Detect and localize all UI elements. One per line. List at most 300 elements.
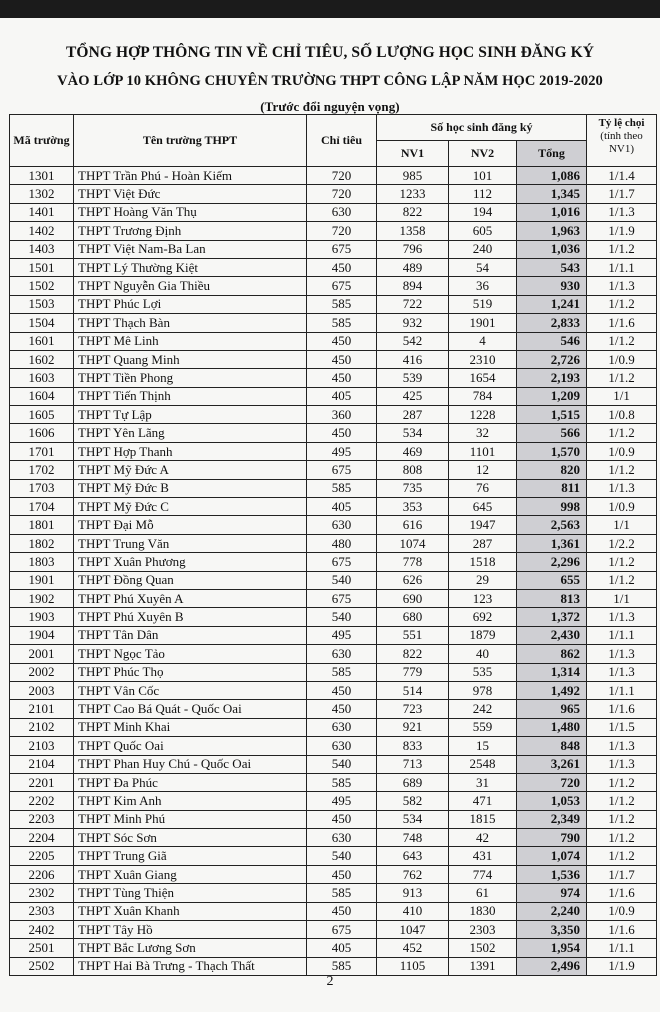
cell-nv1: 689: [377, 773, 449, 791]
cell-quota: 675: [307, 277, 377, 295]
cell-school-name: THPT Mỹ Đức C: [74, 498, 307, 516]
cell-ratio: 1/1.1: [587, 939, 657, 957]
cell-nv2: 1228: [449, 406, 517, 424]
top-dark-bar: [0, 0, 660, 18]
cell-school-name: THPT Quốc Oai: [74, 737, 307, 755]
cell-code: 1606: [10, 424, 74, 442]
cell-ratio: 1/1.6: [587, 700, 657, 718]
table-row: [10, 516, 657, 534]
cell-ratio: 1/1.3: [587, 203, 657, 221]
cell-total: 1,036: [517, 240, 587, 258]
cell-ratio: 1/1.2: [587, 553, 657, 571]
cell-school-name: THPT Trung Văn: [74, 534, 307, 552]
cell-ratio: 1/1.6: [587, 921, 657, 939]
cell-code: 1901: [10, 571, 74, 589]
table-row: [10, 222, 657, 240]
cell-nv2: 692: [449, 608, 517, 626]
cell-code: 2203: [10, 810, 74, 828]
cell-ratio: 1/1.2: [587, 571, 657, 589]
cell-code: 1702: [10, 461, 74, 479]
cell-ratio: 1/1.2: [587, 773, 657, 791]
cell-code: 2303: [10, 902, 74, 920]
cell-school-name: THPT Lý Thường Kiệt: [74, 258, 307, 276]
cell-ratio: 1/1.2: [587, 369, 657, 387]
cell-total: 2,430: [517, 626, 587, 644]
page-number: 2: [326, 974, 334, 989]
cell-nv1: 534: [377, 424, 449, 442]
cell-school-name: THPT Nguyễn Gia Thiều: [74, 277, 307, 295]
cell-ratio: 1/1.3: [587, 755, 657, 773]
cell-ratio: 1/1.3: [587, 608, 657, 626]
cell-code: 2205: [10, 847, 74, 865]
cell-nv1: 822: [377, 203, 449, 221]
cell-ratio: 1/1.2: [587, 295, 657, 313]
cell-total: 813: [517, 589, 587, 607]
table-row: [10, 681, 657, 699]
cell-ratio: 1/0.9: [587, 498, 657, 516]
cell-quota: 360: [307, 406, 377, 424]
cell-ratio: 1/1.2: [587, 810, 657, 828]
cell-nv1: 735: [377, 479, 449, 497]
table-row: [10, 498, 657, 516]
header-name: Tên trường THPT: [74, 115, 307, 167]
cell-total: 720: [517, 773, 587, 791]
cell-nv1: 722: [377, 295, 449, 313]
cell-code: 1801: [10, 516, 74, 534]
cell-quota: 630: [307, 203, 377, 221]
cell-nv1: 779: [377, 663, 449, 681]
cell-nv2: 774: [449, 865, 517, 883]
cell-nv1: 626: [377, 571, 449, 589]
cell-nv2: 1879: [449, 626, 517, 644]
cell-nv2: 2310: [449, 350, 517, 368]
cell-quota: 585: [307, 479, 377, 497]
cell-code: 2502: [10, 957, 74, 975]
cell-quota: 630: [307, 737, 377, 755]
cell-nv1: 551: [377, 626, 449, 644]
cell-school-name: THPT Trung Giã: [74, 847, 307, 865]
cell-code: 2003: [10, 681, 74, 699]
cell-quota: 630: [307, 829, 377, 847]
cell-total: 998: [517, 498, 587, 516]
cell-total: 1,372: [517, 608, 587, 626]
cell-ratio: 1/0.9: [587, 902, 657, 920]
cell-nv2: 54: [449, 258, 517, 276]
header-ratio: [587, 115, 657, 167]
cell-school-name: THPT Hợp Thanh: [74, 442, 307, 460]
cell-code: 1603: [10, 369, 74, 387]
table-row: [10, 350, 657, 368]
header-nv2: NV2: [449, 141, 517, 167]
cell-quota: 585: [307, 957, 377, 975]
cell-ratio: 1/1: [587, 387, 657, 405]
cell-nv2: 1815: [449, 810, 517, 828]
cell-nv2: 1101: [449, 442, 517, 460]
cell-nv1: 514: [377, 681, 449, 699]
cell-nv1: 808: [377, 461, 449, 479]
cell-school-name: THPT Đồng Quan: [74, 571, 307, 589]
cell-total: 1,053: [517, 792, 587, 810]
registration-table: [9, 114, 657, 976]
cell-code: 1803: [10, 553, 74, 571]
cell-code: 1902: [10, 589, 74, 607]
cell-school-name: THPT Hai Bà Trưng - Thạch Thất: [74, 957, 307, 975]
cell-total: 1,361: [517, 534, 587, 552]
cell-quota: 675: [307, 589, 377, 607]
cell-total: 974: [517, 884, 587, 902]
cell-total: 546: [517, 332, 587, 350]
cell-total: 3,261: [517, 755, 587, 773]
header-quota: Chỉ tiêu: [307, 115, 377, 167]
cell-nv1: 353: [377, 498, 449, 516]
cell-nv2: 31: [449, 773, 517, 791]
cell-ratio: 1/1.3: [587, 645, 657, 663]
table-row: [10, 424, 657, 442]
cell-code: 1302: [10, 185, 74, 203]
cell-ratio: 1/1.3: [587, 663, 657, 681]
table-row: [10, 314, 657, 332]
cell-quota: 540: [307, 571, 377, 589]
cell-nv1: 680: [377, 608, 449, 626]
cell-school-name: THPT Mỹ Đức A: [74, 461, 307, 479]
cell-quota: 585: [307, 773, 377, 791]
cell-nv2: 61: [449, 884, 517, 902]
cell-school-name: THPT Minh Phú: [74, 810, 307, 828]
cell-school-name: THPT Xuân Giang: [74, 865, 307, 883]
cell-nv1: 723: [377, 700, 449, 718]
cell-nv1: 713: [377, 755, 449, 773]
cell-nv1: 913: [377, 884, 449, 902]
cell-total: 1,492: [517, 681, 587, 699]
cell-code: 1504: [10, 314, 74, 332]
cell-total: 2,193: [517, 369, 587, 387]
cell-nv1: 489: [377, 258, 449, 276]
cell-ratio: 1/1.7: [587, 185, 657, 203]
table-row: [10, 792, 657, 810]
table-row: [10, 626, 657, 644]
cell-quota: 720: [307, 167, 377, 185]
cell-total: 820: [517, 461, 587, 479]
cell-nv2: 15: [449, 737, 517, 755]
title-line-3: (Trước đổi nguyện vọng): [260, 99, 400, 114]
cell-quota: 585: [307, 884, 377, 902]
cell-nv2: 287: [449, 534, 517, 552]
cell-code: 1401: [10, 203, 74, 221]
cell-school-name: THPT Kim Anh: [74, 792, 307, 810]
cell-school-name: THPT Xuân Phương: [74, 553, 307, 571]
cell-nv1: 932: [377, 314, 449, 332]
cell-nv1: 894: [377, 277, 449, 295]
cell-total: 1,536: [517, 865, 587, 883]
table-row: [10, 258, 657, 276]
cell-total: 2,563: [517, 516, 587, 534]
cell-school-name: THPT Tiến Thịnh: [74, 387, 307, 405]
cell-total: 1,570: [517, 442, 587, 460]
cell-school-name: THPT Việt Đức: [74, 185, 307, 203]
cell-ratio: 1/1: [587, 589, 657, 607]
cell-ratio: 1/1.2: [587, 240, 657, 258]
cell-nv1: 539: [377, 369, 449, 387]
cell-code: 1502: [10, 277, 74, 295]
cell-ratio: 1/2.2: [587, 534, 657, 552]
cell-quota: 720: [307, 185, 377, 203]
cell-total: 1,241: [517, 295, 587, 313]
cell-nv2: 978: [449, 681, 517, 699]
cell-quota: 495: [307, 626, 377, 644]
cell-code: 2103: [10, 737, 74, 755]
cell-nv2: 240: [449, 240, 517, 258]
cell-total: 1,074: [517, 847, 587, 865]
cell-nv2: 1502: [449, 939, 517, 957]
cell-nv1: 778: [377, 553, 449, 571]
table-row: [10, 810, 657, 828]
cell-code: 1903: [10, 608, 74, 626]
cell-nv1: 748: [377, 829, 449, 847]
cell-total: 566: [517, 424, 587, 442]
cell-school-name: THPT Phúc Lợi: [74, 295, 307, 313]
cell-total: 1,963: [517, 222, 587, 240]
cell-code: 1802: [10, 534, 74, 552]
cell-nv1: 425: [377, 387, 449, 405]
cell-ratio: 1/0.9: [587, 350, 657, 368]
cell-nv1: 690: [377, 589, 449, 607]
cell-code: 1701: [10, 442, 74, 460]
table-row: [10, 884, 657, 902]
header-nv1: NV1: [377, 141, 449, 167]
cell-code: 1904: [10, 626, 74, 644]
cell-code: 1605: [10, 406, 74, 424]
cell-total: 1,954: [517, 939, 587, 957]
cell-nv2: 12: [449, 461, 517, 479]
table-row: [10, 755, 657, 773]
cell-quota: 405: [307, 498, 377, 516]
cell-nv1: 833: [377, 737, 449, 755]
cell-school-name: THPT Mê Linh: [74, 332, 307, 350]
table-row: [10, 865, 657, 883]
cell-quota: 495: [307, 792, 377, 810]
cell-school-name: THPT Bắc Lương Sơn: [74, 939, 307, 957]
cell-nv1: 616: [377, 516, 449, 534]
table-row: [10, 461, 657, 479]
cell-quota: 450: [307, 902, 377, 920]
cell-nv2: 123: [449, 589, 517, 607]
cell-school-name: THPT Việt Nam-Ba Lan: [74, 240, 307, 258]
cell-nv2: 559: [449, 718, 517, 736]
cell-school-name: THPT Đại Mỗ: [74, 516, 307, 534]
cell-code: 1602: [10, 350, 74, 368]
cell-quota: 495: [307, 442, 377, 460]
cell-code: 1703: [10, 479, 74, 497]
cell-nv1: 410: [377, 902, 449, 920]
table-row: [10, 369, 657, 387]
cell-quota: 540: [307, 755, 377, 773]
cell-school-name: THPT Đa Phúc: [74, 773, 307, 791]
cell-total: 862: [517, 645, 587, 663]
table-row: [10, 939, 657, 957]
cell-code: 1503: [10, 295, 74, 313]
cell-nv1: 534: [377, 810, 449, 828]
cell-nv2: 1830: [449, 902, 517, 920]
cell-total: 1,209: [517, 387, 587, 405]
cell-quota: 585: [307, 295, 377, 313]
cell-nv2: 32: [449, 424, 517, 442]
cell-quota: 630: [307, 516, 377, 534]
cell-ratio: 1/1.3: [587, 479, 657, 497]
table-row: [10, 295, 657, 313]
cell-nv1: 416: [377, 350, 449, 368]
cell-code: 2302: [10, 884, 74, 902]
cell-code: 1402: [10, 222, 74, 240]
cell-ratio: 1/1.2: [587, 792, 657, 810]
table-row: [10, 240, 657, 258]
cell-quota: 450: [307, 810, 377, 828]
cell-nv2: 2548: [449, 755, 517, 773]
cell-code: 1301: [10, 167, 74, 185]
table-row: [10, 442, 657, 460]
table-row: [10, 406, 657, 424]
cell-school-name: THPT Phúc Thọ: [74, 663, 307, 681]
cell-school-name: THPT Ngọc Tảo: [74, 645, 307, 663]
table-row: [10, 203, 657, 221]
header-registered: Số học sinh đăng ký: [377, 115, 587, 141]
cell-quota: 450: [307, 865, 377, 883]
cell-nv1: 287: [377, 406, 449, 424]
cell-quota: 540: [307, 608, 377, 626]
table-row: [10, 534, 657, 552]
cell-total: 2,240: [517, 902, 587, 920]
cell-code: 2501: [10, 939, 74, 957]
cell-nv1: 921: [377, 718, 449, 736]
cell-nv2: 2303: [449, 921, 517, 939]
cell-total: 1,086: [517, 167, 587, 185]
cell-nv1: 985: [377, 167, 449, 185]
cell-total: 811: [517, 479, 587, 497]
cell-total: 2,349: [517, 810, 587, 828]
cell-school-name: THPT Trần Phú - Hoàn Kiếm: [74, 167, 307, 185]
cell-quota: 675: [307, 921, 377, 939]
cell-nv1: 1105: [377, 957, 449, 975]
cell-ratio: 1/1.2: [587, 829, 657, 847]
cell-code: 2102: [10, 718, 74, 736]
cell-nv1: 1074: [377, 534, 449, 552]
cell-total: 1,314: [517, 663, 587, 681]
cell-nv2: 1391: [449, 957, 517, 975]
table-row: [10, 902, 657, 920]
cell-quota: 720: [307, 222, 377, 240]
table-row: [10, 553, 657, 571]
cell-ratio: 1/1.9: [587, 957, 657, 975]
cell-quota: 675: [307, 240, 377, 258]
cell-total: 2,496: [517, 957, 587, 975]
cell-ratio: 1/1.1: [587, 258, 657, 276]
cell-school-name: THPT Thạch Bàn: [74, 314, 307, 332]
cell-school-name: THPT Trương Định: [74, 222, 307, 240]
table-row: [10, 663, 657, 681]
cell-code: 2201: [10, 773, 74, 791]
cell-quota: 585: [307, 314, 377, 332]
cell-ratio: 1/1.9: [587, 222, 657, 240]
cell-total: 1,345: [517, 185, 587, 203]
cell-code: 2402: [10, 921, 74, 939]
table-row: [10, 957, 657, 975]
cell-code: 2002: [10, 663, 74, 681]
table-row: [10, 718, 657, 736]
cell-quota: 405: [307, 939, 377, 957]
cell-nv2: 101: [449, 167, 517, 185]
cell-nv2: 242: [449, 700, 517, 718]
title-line-1: TỔNG HỢP THÔNG TIN VỀ CHỈ TIÊU, SỐ LƯỢNG HỌC SINH ĐĂNG KÝ: [65, 44, 595, 61]
cell-school-name: THPT Phú Xuyên A: [74, 589, 307, 607]
cell-quota: 630: [307, 718, 377, 736]
cell-code: 2001: [10, 645, 74, 663]
cell-school-name: THPT Mỹ Đức B: [74, 479, 307, 497]
table-row: [10, 608, 657, 626]
cell-ratio: 1/1: [587, 516, 657, 534]
cell-nv2: 194: [449, 203, 517, 221]
cell-ratio: 1/0.9: [587, 442, 657, 460]
cell-quota: 675: [307, 461, 377, 479]
cell-quota: 450: [307, 700, 377, 718]
cell-ratio: 1/1.3: [587, 737, 657, 755]
cell-nv2: 112: [449, 185, 517, 203]
cell-quota: 630: [307, 645, 377, 663]
cell-quota: 480: [307, 534, 377, 552]
cell-nv1: 1233: [377, 185, 449, 203]
cell-total: 655: [517, 571, 587, 589]
cell-total: 2,833: [517, 314, 587, 332]
header-code: Mã trường: [10, 115, 74, 167]
header-ratio-line1: Tỷ lệ chọi: [598, 117, 645, 129]
cell-total: 543: [517, 258, 587, 276]
cell-ratio: 1/1.3: [587, 277, 657, 295]
cell-nv2: 1947: [449, 516, 517, 534]
cell-nv2: 76: [449, 479, 517, 497]
cell-total: 848: [517, 737, 587, 755]
cell-quota: 585: [307, 663, 377, 681]
cell-nv2: 645: [449, 498, 517, 516]
cell-quota: 450: [307, 424, 377, 442]
cell-ratio: 1/1.7: [587, 865, 657, 883]
table-row: [10, 921, 657, 939]
cell-code: 2202: [10, 792, 74, 810]
cell-ratio: 1/1.6: [587, 884, 657, 902]
cell-ratio: 1/1.2: [587, 847, 657, 865]
cell-nv1: 452: [377, 939, 449, 957]
table-row: [10, 700, 657, 718]
cell-quota: 675: [307, 553, 377, 571]
cell-school-name: THPT Sóc Sơn: [74, 829, 307, 847]
cell-school-name: THPT Xuân Khanh: [74, 902, 307, 920]
cell-code: 1403: [10, 240, 74, 258]
table-row: [10, 829, 657, 847]
cell-ratio: 1/1.4: [587, 167, 657, 185]
cell-ratio: 1/1.2: [587, 424, 657, 442]
cell-nv2: 4: [449, 332, 517, 350]
cell-nv1: 796: [377, 240, 449, 258]
cell-total: 965: [517, 700, 587, 718]
table-row: [10, 332, 657, 350]
title-line-2: VÀO LỚP 10 KHÔNG CHUYÊN TRƯỜNG THPT CÔNG LẬP NĂM HỌC 2019-2020: [57, 73, 603, 89]
cell-nv2: 471: [449, 792, 517, 810]
cell-nv2: 36: [449, 277, 517, 295]
cell-nv2: 29: [449, 571, 517, 589]
table-row: [10, 773, 657, 791]
table-row: [10, 277, 657, 295]
header-total: Tổng: [517, 141, 587, 167]
cell-quota: 450: [307, 258, 377, 276]
cell-school-name: THPT Phú Xuyên B: [74, 608, 307, 626]
cell-nv2: 1518: [449, 553, 517, 571]
